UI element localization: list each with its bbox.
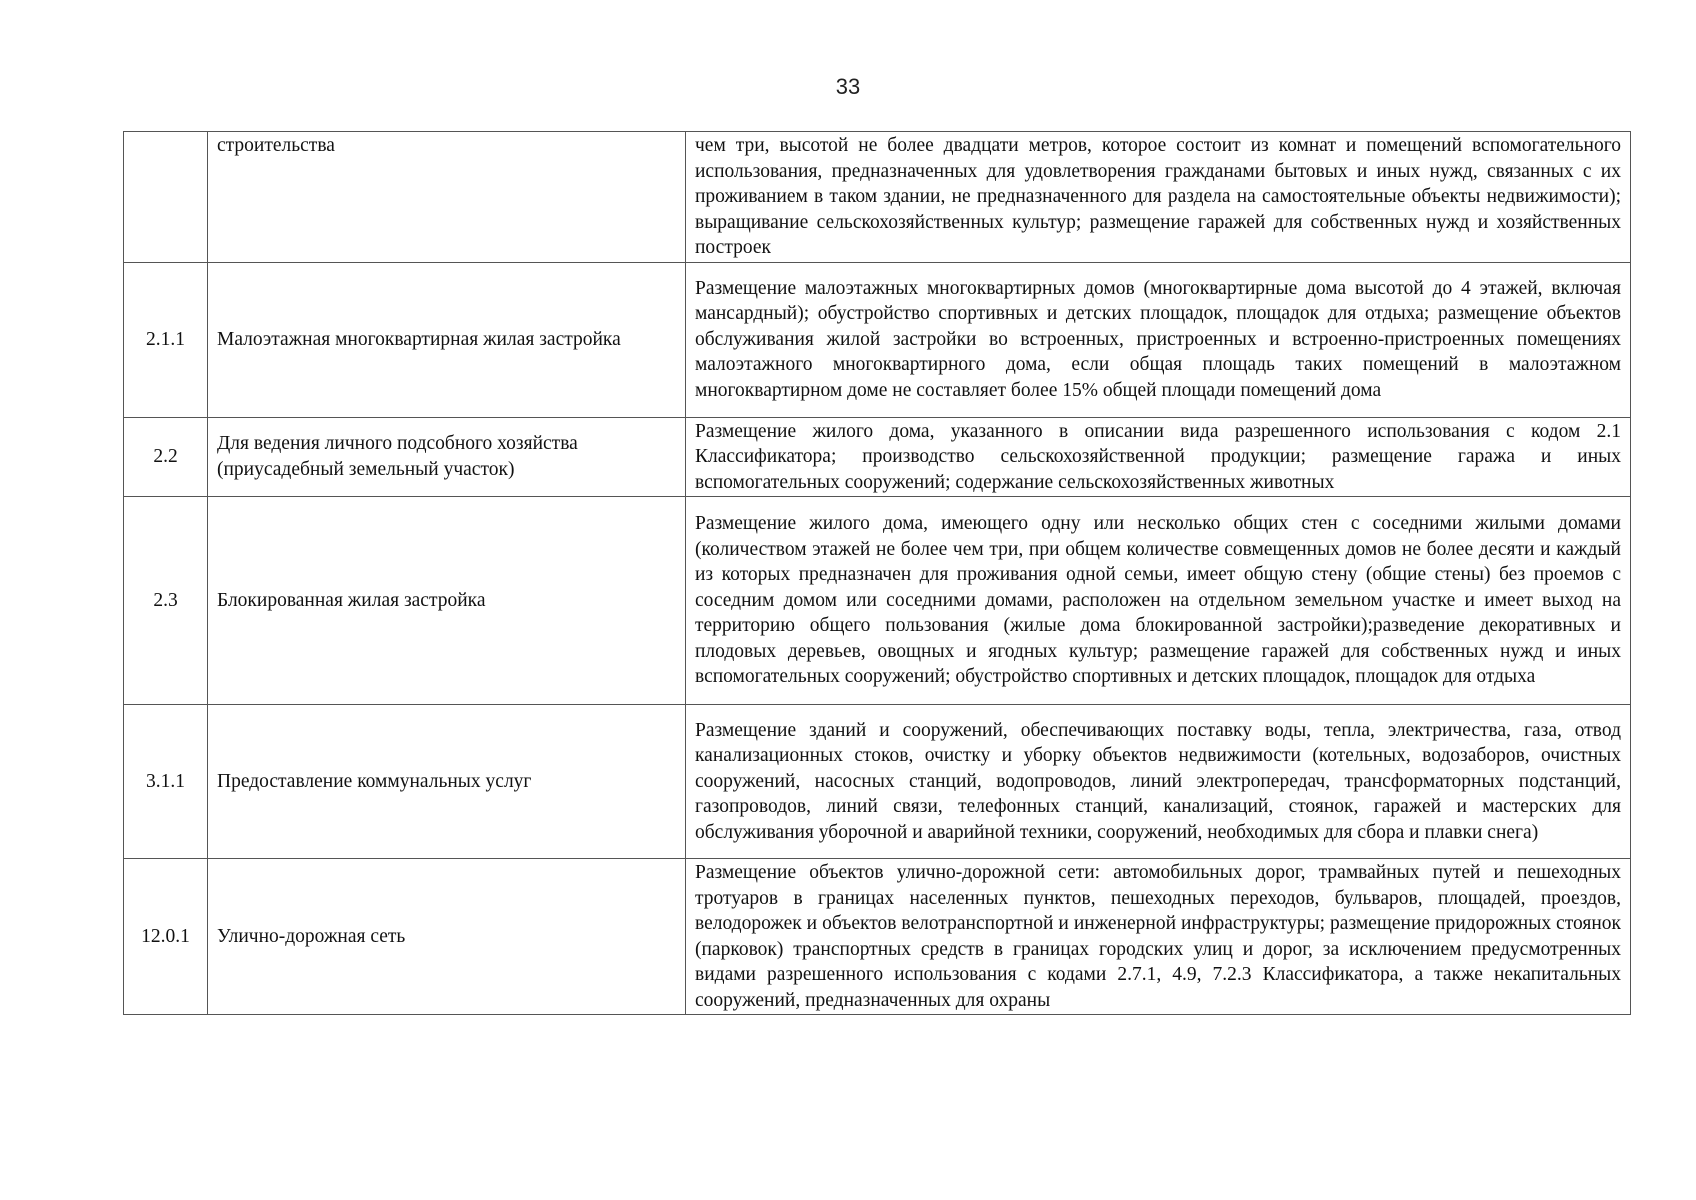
land-use-table bbox=[123, 131, 1631, 1015]
row-description: Размещение жилого дома, указанного в описании вида разрешенного использования с кодом 2.1 Классификатора; производство сельскохозяйственной продукции; размещение гаража и иных вспомогательных сооружений; содержание сельскохозяйственных животных bbox=[686, 417, 1631, 497]
row-code: 2.2 bbox=[124, 417, 208, 497]
table-row bbox=[124, 705, 1631, 859]
row-code bbox=[124, 132, 208, 263]
row-code: 12.0.1 bbox=[124, 859, 208, 1015]
row-name: Блокированная жилая застройка bbox=[208, 497, 686, 705]
table-row bbox=[124, 497, 1631, 705]
row-name: Малоэтажная многоквартирная жилая застройка bbox=[208, 262, 686, 417]
row-code: 2.3 bbox=[124, 497, 208, 705]
row-name: строительства bbox=[208, 132, 686, 263]
row-description: Размещение объектов улично-дорожной сети: автомобильных дорог, трамвайных путей и пешеходных тротуаров в границах населенных пунктов, пешеходных переходов, бульваров, площадей, проездов, велодорожек и объектов велотранспортной и инженерной инфраструктуры; размещение придорожных стоянок (парковок) транспортных средств в границах городских улиц и дорог, за исключением предусмотренных видами разрешенного использования с кодами 2.7.1, 4.9, 7.2.3 Классификатора, а также некапитальных сооружений, предназначенных для охраны bbox=[686, 859, 1631, 1015]
row-description: Размещение жилого дома, имеющего одну или несколько общих стен с соседними жилыми домами (количеством этажей не более чем три, при общем количестве совмещенных домов не более десяти и каждый из которых предназначен для проживания одной семьи, имеет общую стену (общие стены) без проемов с соседним домом или соседними домами, расположен на отдельном земельном участке и имеет выход на территорию общего пользования (жилые дома блокированной застройки);разведение декоративных и плодовых деревьев, овощных и ягодных культур; размещение гаражей для собственных нужд и иных вспомогательных сооружений; обустройство спортивных и детских площадок, площадок для отдыха bbox=[686, 497, 1631, 705]
row-description: Размещение малоэтажных многоквартирных домов (многоквартирные дома высотой до 4 этажей, включая мансардный); обустройство спортивных и детских площадок, площадок для отдыха; размещение объектов обслуживания жилой застройки во встроенных, пристроенных и встроенно-пристроенных помещениях малоэтажного многоквартирного дома, если общая площадь таких помещений в малоэтажном многоквартирном доме не составляет более 15% общей площади помещений дома bbox=[686, 262, 1631, 417]
table-row bbox=[124, 132, 1631, 263]
table-row bbox=[124, 417, 1631, 497]
row-description: Размещение зданий и сооружений, обеспечивающих поставку воды, тепла, электричества, газа, отвод канализационных стоков, очистку и уборку объектов недвижимости (котельных, водозаборов, очистных сооружений, насосных станций, водопроводов, линий электропередач, трансформаторных подстанций, газопроводов, линий связи, телефонных станций, канализаций, стоянок, гаражей и мастерских для обслуживания уборочной и аварийной техники, сооружений, необходимых для сбора и плавки снега) bbox=[686, 705, 1631, 859]
row-name: Предоставление коммунальных услуг bbox=[208, 705, 686, 859]
row-name: Улично-дорожная сеть bbox=[208, 859, 686, 1015]
row-name: Для ведения личного подсобного хозяйства (приусадебный земельный участок) bbox=[208, 417, 686, 497]
page-number: 33 bbox=[835, 74, 861, 99]
row-description: чем три, высотой не более двадцати метров, которое состоит из комнат и помещений вспомогательного использования, предназначенных для удовлетворения гражданами бытовых и иных нужд, связанных с их проживанием в таком здании, не предназначенного для раздела на самостоятельные объекты недвижимости); выращивание сельскохозяйственных культур; размещение гаражей для собственных нужд и хозяйственных построек bbox=[686, 132, 1631, 263]
row-code: 3.1.1 bbox=[124, 705, 208, 859]
table-row bbox=[124, 262, 1631, 417]
table-row bbox=[124, 859, 1631, 1015]
row-code: 2.1.1 bbox=[124, 262, 208, 417]
